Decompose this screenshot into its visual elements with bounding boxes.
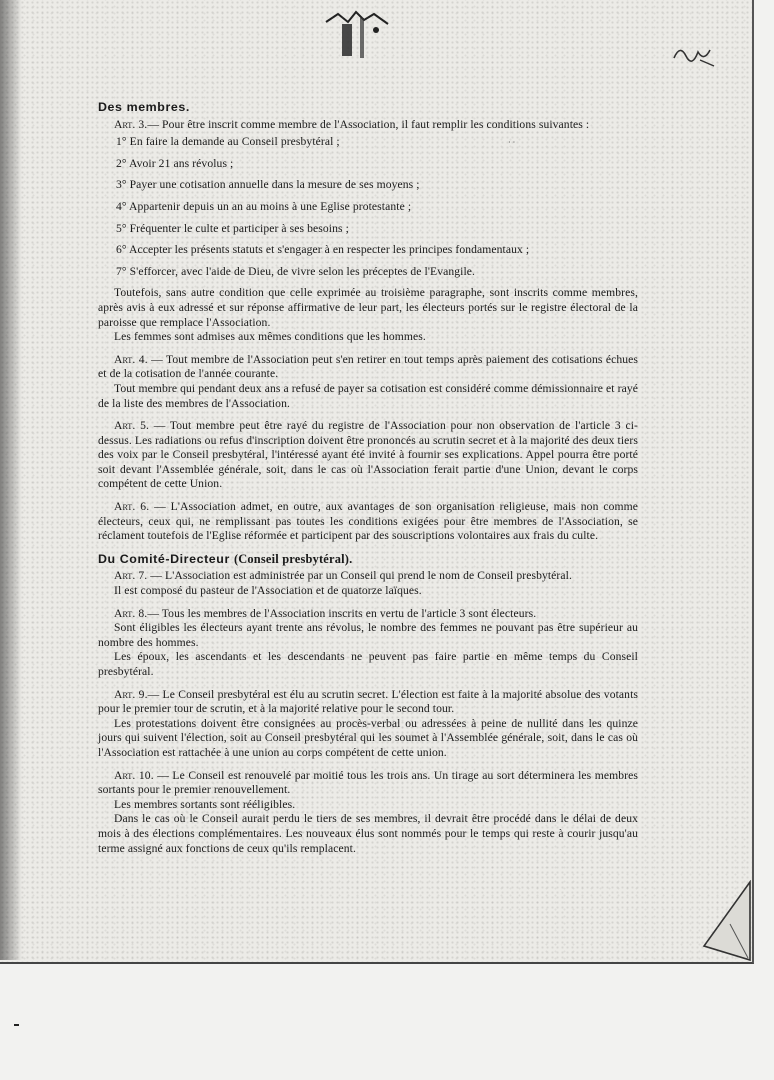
article-4 xyxy=(98,353,638,411)
stray-mark: · · xyxy=(508,138,516,147)
section-title: Du Comité-Directeur xyxy=(98,551,230,566)
article-label: Art. 6. xyxy=(114,500,150,514)
article-paragraph: Il est composé du pasteur de l'Association et de quatorze laïques. xyxy=(114,584,422,598)
list-item: 2° Avoir 21 ans révolus ; xyxy=(116,156,234,170)
article-3 xyxy=(98,118,638,345)
article-9 xyxy=(98,688,638,761)
scan-shadow-left xyxy=(0,0,22,960)
article-paragraph: Les femmes sont admises aux mêmes conditions que les hommes. xyxy=(114,330,426,344)
article-10 xyxy=(98,769,638,857)
article-text: L'Association admet, en outre, aux avantages de son organisation religieuse, mais non comme électeurs, ceux qui, ne remplissant pas toutes les conditions exigées pour être membres de l'Association, se réclament toutefois de l'Eglise réformée et participent par des souscriptions volontaires aux frais du culte. xyxy=(98,500,638,543)
article-paragraph: Sont éligibles les électeurs ayant trente ans révolus, le nombre des femmes ne pouvant pas être supérieur au nombre des hommes. xyxy=(98,621,638,649)
article-text: Le Conseil presbytéral est élu au scrutin secret. L'élection est faite à la majorité absolue des votants pour le premier tour de scrutin, et à la majorité relative pour le second tour. xyxy=(98,687,639,716)
section-subtitle: (Conseil presbytéral). xyxy=(233,551,353,566)
article-8 xyxy=(98,607,638,680)
article-label: Art. 10. xyxy=(114,768,154,782)
section-heading-membres xyxy=(98,100,638,115)
article-7 xyxy=(98,569,638,598)
ink-blot-mark xyxy=(318,4,398,64)
article-paragraph: Les époux, les ascendants et les descendants ne peuvent pas faire partie en même temps du Conseil presbytéral. xyxy=(98,650,638,678)
list-item: 3° Payer une cotisation annuelle dans la mesure de ses moyens ; xyxy=(116,178,420,192)
article-paragraph: Les protestations doivent être consignées au procès-verbal ou adressées à peine de nullité dans les quinze jours qui suivent l'élection, soit au Conseil presbytéral qui les soumet à l'Assemblée générale, soit, dans le cas où l'Association est rattachée à une union au corps compétent de cette union. xyxy=(98,716,638,759)
article-paragraph: Art. 6. — L'Association admet, en outre, aux avantages de son organisation religieuse, mais non comme électeurs, ceux qui, ne remplissant pas toutes les conditions exigées pour être membres de l'Association, se réclament toutefois de l'Eglise réformée et participent par des souscriptions volontaires aux frais du culte. xyxy=(98,500,638,543)
article-paragraph: Art. 3.— Pour être inscrit comme membre de l'Association, il faut remplir les conditions suivantes : xyxy=(114,117,590,131)
conditions-list xyxy=(98,135,638,279)
article-6 xyxy=(98,500,638,544)
list-item: 4° Appartenir depuis un an au moins à une Eglise protestante ; xyxy=(116,199,412,213)
article-text: Pour être inscrit comme membre de l'Association, il faut remplir les conditions suivantes : xyxy=(162,117,590,131)
article-text: Le Conseil est renouvelé par moitié tous les trois ans. Un tirage au sort déterminera les membres sortants pour le premier renouvellement. xyxy=(98,768,638,797)
handwritten-scribble-mark xyxy=(670,40,720,70)
article-paragraph: Art. 4. — Tout membre de l'Association peut s'en retirer en tout temps après paiement des cotisations échues et de la cotisation de l'année courante. xyxy=(98,352,638,381)
folded-corner-mark xyxy=(700,880,752,962)
article-paragraph: Toutefois, sans autre condition que celle exprimée au troisième paragraphe, sont inscrits comme membres, après avis à eux adressé et sur réponse affirmative de leur part, les électeurs portés sur le registre électoral de la paroisse que remplace l'Association. xyxy=(98,286,638,329)
list-item: 1° En faire la demande au Conseil presbytéral ; xyxy=(116,135,340,149)
article-paragraph: Les membres sortants sont rééligibles. xyxy=(114,797,296,811)
article-paragraph: Tout membre qui pendant deux ans a refusé de payer sa cotisation est considéré comme démissionnaire et rayé de la liste des membres de l'Association. xyxy=(98,381,638,410)
list-item: 6° Accepter les présents statuts et s'engager à en respecter les principes fondamentaux ; xyxy=(116,243,530,257)
article-label: Art. 8. xyxy=(114,606,148,620)
article-text: Tout membre de l'Association peut s'en retirer en tout temps après paiement des cotisations échues et de la cotisation de l'année courante. xyxy=(98,352,638,381)
article-label: Art. 5. xyxy=(114,419,150,433)
article-text: Tout membre peut être rayé du registre de l'Association pour non observation de l'article 3 ci-dessus. Les radiations ou refus d'inscription doivent être prononcés au scrutin secret et à la majorité des deux tiers des voix par le Conseil presbytéral, l'intéressé ayant été invité à fournir ses explications. Appel pourra être porté soit devant l'Assemblée générale, soit, dans le cas où l'Association ferait partie d'une Union, devant le corps compétent de cette Union. xyxy=(98,419,638,491)
article-paragraph: Art. 5. — Tout membre peut être rayé du registre de l'Association pour non observation de l'article 3 ci-dessus. Les radiations ou refus d'inscription doivent être prononcés au scrutin secret et à la majorité des deux tiers des voix par le Conseil presbytéral, l'intéressé ayant été invité à fournir ses explications. Appel pourra être porté soit devant l'Assemblée générale, soit, dans le cas où l'Association ferait partie d'une Union, devant le corps compétent de cette Union. xyxy=(98,419,638,491)
list-item: 5° Fréquenter le culte et participer à ses besoins ; xyxy=(116,221,349,235)
list-item: 7° S'efforcer, avec l'aide de Dieu, de vivre selon les préceptes de l'Evangile. xyxy=(116,264,476,278)
document-body xyxy=(98,100,638,864)
article-label: Art. 9. xyxy=(114,687,148,701)
article-paragraph: Art. 7. — L'Association est administrée par un Conseil qui prend le nom de Conseil presbytéral. xyxy=(114,569,572,583)
margin-mark xyxy=(14,1024,19,1026)
article-text: Tous les membres de l'Association inscrits en vertu de l'article 3 sont électeurs. xyxy=(161,606,537,620)
article-text: L'Association est administrée par un Conseil qui prend le nom de Conseil presbytéral. xyxy=(165,569,572,583)
article-label: Art. 4. xyxy=(114,352,148,366)
article-label: Art. 3. xyxy=(114,117,148,131)
section-heading-comite xyxy=(98,552,638,567)
article-paragraph: Art. 10. — Le Conseil est renouvelé par moitié tous les trois ans. Un tirage au sort déterminera les membres sortants pour le premier renouvellement. xyxy=(98,768,638,797)
article-paragraph: Art. 8.— Tous les membres de l'Association inscrits en vertu de l'article 3 sont électeurs. xyxy=(114,606,537,620)
article-5 xyxy=(98,419,638,492)
article-paragraph: Dans le cas où le Conseil aurait perdu le tiers de ses membres, il devrait être procédé dans le délai de deux mois à des élections complémentaires. Les nouveaux élus sont nommés pour le temps qui reste à courir jusqu'au terme assigné aux fonctions de ceux qu'ils remplacent. xyxy=(98,812,638,855)
section-title: Des membres. xyxy=(98,100,190,114)
article-label: Art. 7. xyxy=(114,569,148,583)
article-paragraph: Art. 9.— Le Conseil presbytéral est élu au scrutin secret. L'élection est faite à la majorité absolue des votants pour le premier tour de scrutin, et à la majorité relative pour le second tour. xyxy=(98,687,639,716)
